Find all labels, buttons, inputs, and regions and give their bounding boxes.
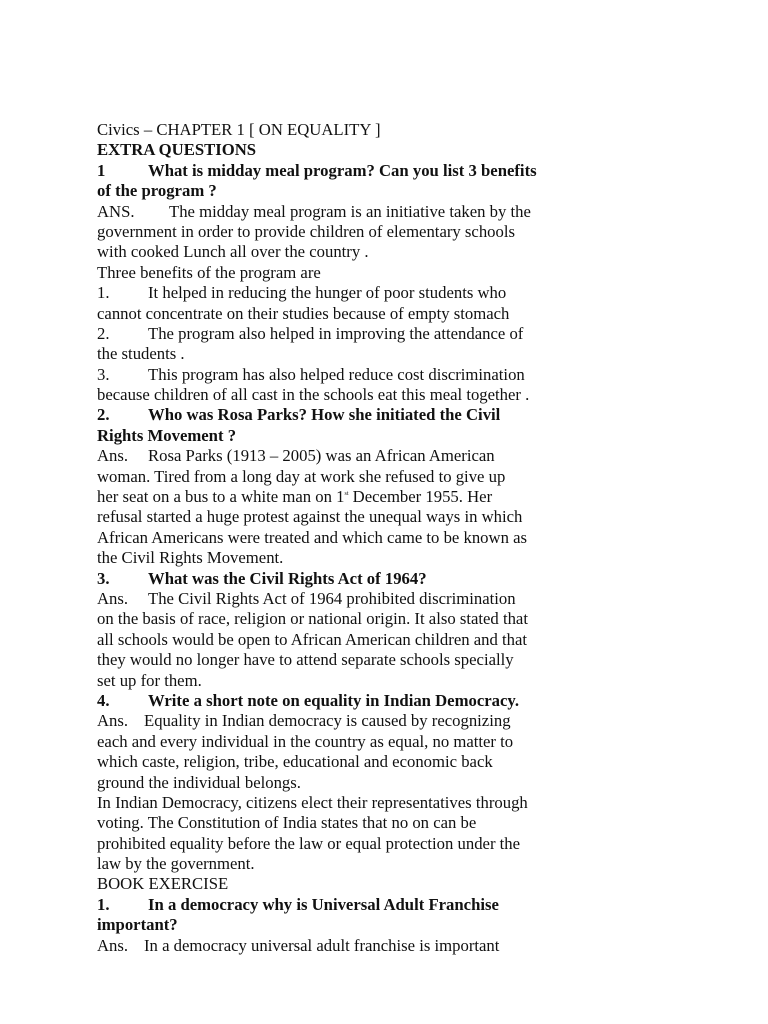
list-number: 1. <box>97 283 110 303</box>
answer-text: In a democracy universal adult franchise is important <box>144 935 500 955</box>
answer-label: Ans. <box>97 446 129 466</box>
question-number: 4. <box>97 690 110 710</box>
benefit-2 <box>97 324 597 344</box>
answer-label: Ans. <box>97 935 129 955</box>
benefit-line: cannot concentrate on their studies because of empty stomach <box>97 303 510 323</box>
benefit-3 <box>97 365 597 385</box>
paragraph-line: In Indian Democracy, citizens elect their representatives through <box>97 792 528 812</box>
question-text: In a democracy why is Universal Adult Franchise <box>148 894 499 914</box>
answer-line: on the basis of race, religion or national origin. It also stated that <box>97 609 528 629</box>
question-4 <box>97 691 597 711</box>
question-1-cont: of the program ? <box>97 181 217 201</box>
answer-line: with cooked Lunch all over the country . <box>97 242 369 262</box>
benefit-text: This program has also helped reduce cost discrimination <box>148 364 525 384</box>
benefit-1 <box>97 283 597 303</box>
benefit-line: because children of all cast in the schools eat this meal together . <box>97 385 530 405</box>
question-text: What is midday meal program? Can you list 3 benefits <box>148 160 537 180</box>
answer-line: all schools would be open to African American children and that <box>97 629 528 649</box>
answer-line: African Americans were treated and which came to be known as <box>97 527 527 547</box>
answer-text: Rosa Parks (1913 – 2005) was an African American <box>148 446 495 466</box>
list-number: 3. <box>97 364 110 384</box>
section-heading-extra-questions: EXTRA QUESTIONS <box>97 140 257 160</box>
benefit-line: the students . <box>97 344 185 364</box>
answer-line: government in order to provide children of elementary schools <box>97 221 515 241</box>
list-number: 2. <box>97 323 110 343</box>
answer-line: the Civil Rights Movement. <box>97 548 284 568</box>
benefit-text: The program also helped in improving the attendance of <box>148 323 524 343</box>
question-1 <box>97 161 597 181</box>
benefit-text: It helped in reducing the hunger of poor students who <box>148 283 507 303</box>
answer-text: The midday meal program is an initiative taken by the <box>169 201 531 221</box>
question-number: 1. <box>97 894 110 914</box>
paragraph-line: law by the government. <box>97 854 255 874</box>
document-page <box>97 120 597 956</box>
answer-text: The Civil Rights Act of 1964 prohibited discrimination <box>148 588 516 608</box>
paragraph-line: prohibited equality before the law or equal protection under the <box>97 833 521 853</box>
paragraph-line: voting. The Constitution of India states that no on can be <box>97 813 477 833</box>
answer-line: ground the individual belongs. <box>97 772 301 792</box>
section-heading-book-exercise: BOOK EXERCISE <box>97 874 229 894</box>
benefits-intro: Three benefits of the program are <box>97 262 321 282</box>
answer-line <box>97 487 597 507</box>
question-number: 3. <box>97 568 110 588</box>
answer-text: her seat on a bus to a white man on 1 <box>97 487 345 507</box>
answer-label: Ans. <box>97 711 129 731</box>
ordinal-suffix: st <box>344 491 349 498</box>
answer-1 <box>97 202 597 222</box>
question-number: 1 <box>97 160 106 180</box>
question-3 <box>97 569 597 589</box>
answer-label: Ans. <box>97 588 129 608</box>
answer-3 <box>97 589 597 609</box>
answer-line: they would no longer have to attend separate schools specially <box>97 650 514 670</box>
answer-line: each and every individual in the country as equal, no matter to <box>97 731 514 751</box>
answer-2 <box>97 446 597 466</box>
answer-line: set up for them. <box>97 670 202 690</box>
question-2-cont: Rights Movement ? <box>97 425 237 445</box>
question-text: Who was Rosa Parks? How she initiated the Civil <box>148 405 501 425</box>
book-question-1 <box>97 895 597 915</box>
question-number: 2. <box>97 405 110 425</box>
answer-text: Equality in Indian democracy is caused by recognizing <box>144 711 511 731</box>
answer-label: ANS. <box>97 201 135 221</box>
question-text: Write a short note on equality in Indian Democracy. <box>148 690 519 710</box>
answer-line: refusal started a huge protest against the unequal ways in which <box>97 507 523 527</box>
answer-line: woman. Tired from a long day at work she refused to give up <box>97 466 506 486</box>
answer-text: December 1955. Her <box>348 487 493 507</box>
answer-4 <box>97 711 597 731</box>
answer-line: which caste, religion, tribe, educational and economic back <box>97 752 493 772</box>
question-text: What was the Civil Rights Act of 1964? <box>148 568 427 588</box>
book-answer-1 <box>97 936 597 956</box>
document-header: Civics – CHAPTER 1 [ ON EQUALITY ] <box>97 120 381 139</box>
book-question-1-cont: important? <box>97 915 178 935</box>
question-2 <box>97 405 597 425</box>
